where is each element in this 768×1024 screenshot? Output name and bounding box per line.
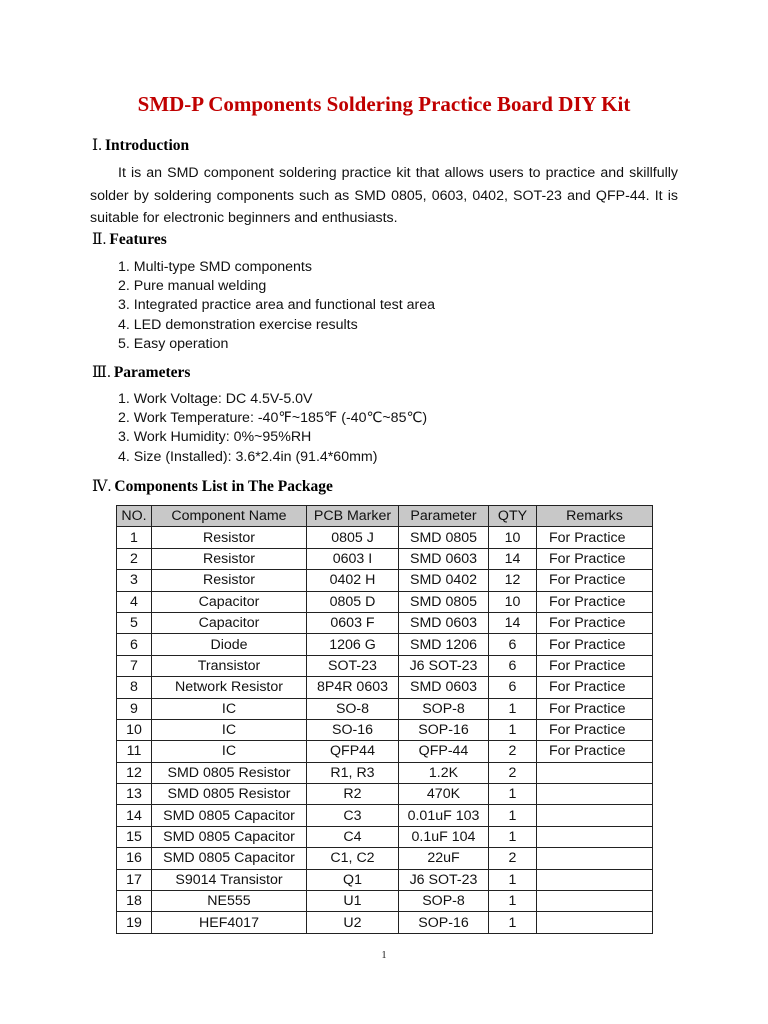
cell-remarks <box>537 805 653 826</box>
cell-qty: 1 <box>489 869 537 890</box>
cell-parameter: 1.2K <box>399 762 489 783</box>
cell-remarks <box>537 848 653 869</box>
cell-qty: 1 <box>489 826 537 847</box>
cell-qty: 14 <box>489 548 537 569</box>
section-title: Features <box>109 231 167 248</box>
cell-remarks: For Practice <box>537 655 653 676</box>
cell-remarks: For Practice <box>537 634 653 655</box>
cell-qty: 6 <box>489 634 537 655</box>
cell-no: 7 <box>117 655 152 676</box>
table-row <box>117 869 653 890</box>
table-row <box>117 891 653 912</box>
cell-parameter: QFP-44 <box>399 741 489 762</box>
section-heading-features <box>92 230 167 249</box>
cell-pcb-marker: Q1 <box>307 869 399 890</box>
features-list <box>118 258 435 354</box>
cell-parameter: 22uF <box>399 848 489 869</box>
cell-pcb-marker: SOT-23 <box>307 655 399 676</box>
cell-qty: 6 <box>489 655 537 676</box>
cell-pcb-marker: 0603 I <box>307 548 399 569</box>
page-number: 1 <box>381 950 387 961</box>
cell-remarks <box>537 784 653 805</box>
cell-parameter: J6 SOT-23 <box>399 869 489 890</box>
cell-remarks: For Practice <box>537 570 653 591</box>
cell-remarks <box>537 869 653 890</box>
table-row <box>117 570 653 591</box>
cell-no: 19 <box>117 912 152 933</box>
column-header-qty: QTY <box>489 506 537 527</box>
list-item: 3. Work Humidity: 0%~95%RH <box>118 429 312 446</box>
cell-pcb-marker: R2 <box>307 784 399 805</box>
column-header-pcb-marker: PCB Marker <box>307 506 399 527</box>
table-row <box>117 805 653 826</box>
table-row <box>117 741 653 762</box>
document-title: SMD-P Components Soldering Practice Board DIY Kit <box>137 92 631 116</box>
cell-parameter: 0.01uF 103 <box>399 805 489 826</box>
column-header-component-name: Component Name <box>152 506 307 527</box>
cell-no: 8 <box>117 677 152 698</box>
cell-component-name: Resistor <box>152 570 307 591</box>
cell-qty: 10 <box>489 591 537 612</box>
cell-no: 18 <box>117 891 152 912</box>
list-item: 4. Size (Installed): 3.6*2.4in (91.4*60mm) <box>118 448 378 465</box>
cell-parameter: SOP-16 <box>399 912 489 933</box>
column-header-no: NO. <box>117 506 152 527</box>
cell-component-name: SMD 0805 Capacitor <box>152 826 307 847</box>
list-item: 1. Work Voltage: DC 4.5V-5.0V <box>118 391 313 407</box>
cell-remarks <box>537 762 653 783</box>
cell-component-name: SMD 0805 Resistor <box>152 784 307 805</box>
cell-component-name: Network Resistor <box>152 677 307 698</box>
cell-pcb-marker: 8P4R 0603 <box>307 677 399 698</box>
section-heading-introduction <box>92 136 189 155</box>
column-header-parameter: Parameter <box>399 506 489 527</box>
cell-component-name: Diode <box>152 634 307 655</box>
cell-pcb-marker: SO-16 <box>307 719 399 740</box>
table-row <box>117 784 653 805</box>
cell-no: 10 <box>117 719 152 740</box>
table-row <box>117 527 653 548</box>
cell-parameter: SMD 0402 <box>399 570 489 591</box>
cell-remarks <box>537 826 653 847</box>
section-title: Parameters <box>113 364 191 381</box>
cell-component-name: HEF4017 <box>152 912 307 933</box>
cell-remarks: For Practice <box>537 591 653 612</box>
cell-no: 1 <box>117 527 152 548</box>
cell-component-name: IC <box>152 719 307 740</box>
list-item: 5. Easy operation <box>118 335 229 352</box>
cell-component-name: IC <box>152 741 307 762</box>
column-header-remarks: Remarks <box>537 506 653 527</box>
cell-pcb-marker: C3 <box>307 805 399 826</box>
cell-component-name: SMD 0805 Capacitor <box>152 805 307 826</box>
section-title: Components List in The Package <box>114 478 333 495</box>
cell-parameter: SOP-8 <box>399 891 489 912</box>
cell-qty: 1 <box>489 719 537 740</box>
table-row <box>117 762 653 783</box>
list-item: 2. Work Temperature: -40℉~185℉ (-40℃~85℃) <box>118 410 428 427</box>
cell-parameter: 0.1uF 104 <box>399 826 489 847</box>
cell-parameter: SMD 0603 <box>399 612 489 633</box>
components-table <box>116 505 653 934</box>
list-item: 4. LED demonstration exercise results <box>118 316 358 333</box>
cell-parameter: SMD 0805 <box>399 527 489 548</box>
table-row <box>117 612 653 633</box>
cell-pcb-marker: U1 <box>307 891 399 912</box>
cell-pcb-marker: U2 <box>307 912 399 933</box>
cell-qty: 1 <box>489 805 537 826</box>
cell-pcb-marker: C1, C2 <box>307 848 399 869</box>
cell-qty: 14 <box>489 612 537 633</box>
cell-no: 4 <box>117 591 152 612</box>
cell-parameter: SOP-8 <box>399 698 489 719</box>
cell-component-name: SMD 0805 Resistor <box>152 762 307 783</box>
cell-component-name: Resistor <box>152 527 307 548</box>
table-row <box>117 548 653 569</box>
table-row <box>117 719 653 740</box>
table-header-row <box>117 506 653 527</box>
cell-no: 17 <box>117 869 152 890</box>
cell-no: 14 <box>117 805 152 826</box>
cell-parameter: SMD 0603 <box>399 677 489 698</box>
cell-no: 15 <box>117 826 152 847</box>
cell-pcb-marker: 0402 H <box>307 570 399 591</box>
cell-qty: 2 <box>489 848 537 869</box>
cell-component-name: S9014 Transistor <box>152 869 307 890</box>
list-item: 1. Multi-type SMD components <box>118 259 312 275</box>
cell-qty: 2 <box>489 741 537 762</box>
cell-pcb-marker: 1206 G <box>307 634 399 655</box>
cell-no: 12 <box>117 762 152 783</box>
cell-pcb-marker: 0805 D <box>307 591 399 612</box>
table-row <box>117 826 653 847</box>
cell-qty: 10 <box>489 527 537 548</box>
cell-qty: 12 <box>489 570 537 591</box>
cell-qty: 6 <box>489 677 537 698</box>
cell-pcb-marker: C4 <box>307 826 399 847</box>
cell-remarks: For Practice <box>537 527 653 548</box>
table-row <box>117 634 653 655</box>
section-number: Ⅰ. <box>92 137 102 154</box>
cell-no: 13 <box>117 784 152 805</box>
parameters-list <box>118 390 427 467</box>
cell-qty: 1 <box>489 912 537 933</box>
cell-remarks: For Practice <box>537 719 653 740</box>
cell-no: 3 <box>117 570 152 591</box>
introduction-paragraph: It is an SMD component soldering practice kit that allows users to practice and skillfully solder by soldering components such as SMD 0805, 0603, 0402, SOT-23 and QFP-44. It is suitable for electronic beginners and enthusiasts. <box>90 165 678 226</box>
cell-component-name: IC <box>152 698 307 719</box>
list-item: 3. Integrated practice area and functional test area <box>118 297 436 314</box>
section-number: Ⅳ. <box>92 478 112 495</box>
cell-parameter: SMD 1206 <box>399 634 489 655</box>
section-number: Ⅱ. <box>92 231 107 248</box>
cell-parameter: J6 SOT-23 <box>399 655 489 676</box>
cell-component-name: Capacitor <box>152 612 307 633</box>
cell-remarks: For Practice <box>537 548 653 569</box>
cell-pcb-marker: SO-8 <box>307 698 399 719</box>
section-heading-parameters <box>92 363 190 382</box>
cell-remarks: For Practice <box>537 612 653 633</box>
cell-qty: 2 <box>489 762 537 783</box>
section-heading-components <box>92 477 333 496</box>
cell-no: 5 <box>117 612 152 633</box>
cell-remarks: For Practice <box>537 677 653 698</box>
section-number: Ⅲ. <box>92 364 111 381</box>
table-row <box>117 912 653 933</box>
table-body <box>117 527 653 933</box>
table-row <box>117 848 653 869</box>
cell-pcb-marker: 0603 F <box>307 612 399 633</box>
table-row <box>117 591 653 612</box>
cell-no: 11 <box>117 741 152 762</box>
section-title: Introduction <box>105 137 190 154</box>
cell-qty: 1 <box>489 698 537 719</box>
cell-qty: 1 <box>489 784 537 805</box>
table-row <box>117 698 653 719</box>
cell-component-name: SMD 0805 Capacitor <box>152 848 307 869</box>
cell-parameter: SMD 0603 <box>399 548 489 569</box>
cell-pcb-marker: R1, R3 <box>307 762 399 783</box>
cell-component-name: Capacitor <box>152 591 307 612</box>
cell-remarks: For Practice <box>537 698 653 719</box>
cell-component-name: Resistor <box>152 548 307 569</box>
cell-no: 16 <box>117 848 152 869</box>
cell-no: 2 <box>117 548 152 569</box>
cell-qty: 1 <box>489 891 537 912</box>
cell-remarks <box>537 912 653 933</box>
cell-parameter: SMD 0805 <box>399 591 489 612</box>
cell-parameter: 470K <box>399 784 489 805</box>
cell-pcb-marker: QFP44 <box>307 741 399 762</box>
cell-parameter: SOP-16 <box>399 719 489 740</box>
cell-component-name: NE555 <box>152 891 307 912</box>
table-row <box>117 677 653 698</box>
cell-component-name: Transistor <box>152 655 307 676</box>
table-row <box>117 655 653 676</box>
cell-remarks <box>537 891 653 912</box>
cell-pcb-marker: 0805 J <box>307 527 399 548</box>
cell-remarks: For Practice <box>537 741 653 762</box>
cell-no: 6 <box>117 634 152 655</box>
cell-no: 9 <box>117 698 152 719</box>
list-item: 2. Pure manual welding <box>118 278 267 295</box>
